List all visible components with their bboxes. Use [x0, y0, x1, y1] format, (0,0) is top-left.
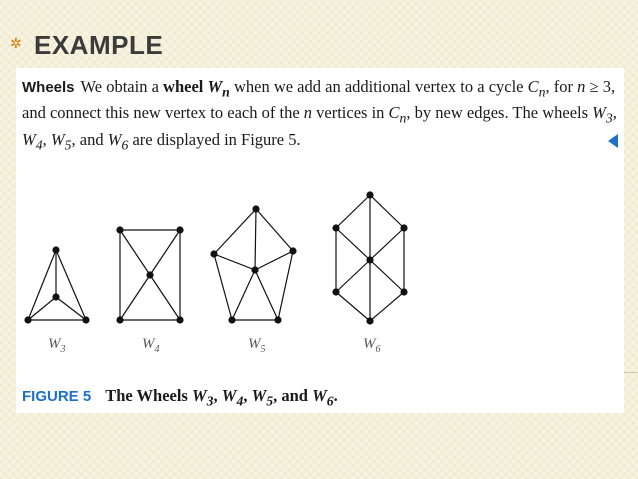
title-bullet-icon: ✲ [10, 36, 22, 52]
text-fragment: vertices in [312, 103, 389, 123]
figure-number: FIGURE 5 [22, 388, 92, 405]
wheel-label-w3: $W_3$ [48, 336, 66, 355]
caption-text: The Wheels $W_3$, $W_4$, $W_5$, and $W_6$. [105, 386, 338, 409]
symbol-n: n [303, 103, 313, 123]
wheel-w6-graph [332, 191, 407, 324]
run-in-heading: Wheels [22, 79, 75, 96]
symbol-n: n [577, 77, 586, 96]
wheel-w5-graph [210, 205, 296, 323]
slide-title: EXAMPLE [34, 30, 164, 60]
text-fragment: , by new edges. The wheels [406, 103, 593, 123]
symbol-w3: $W_3$ [592, 103, 613, 126]
textbook-excerpt [16, 68, 624, 413]
symbol-w4: $W_4$ [22, 129, 43, 152]
symbol-wn: $W_n$ [207, 77, 230, 100]
symbol-w6: $W_6$ [107, 129, 129, 152]
text-fragment: We obtain a [80, 77, 164, 96]
symbol-w5: $W_5$ [50, 129, 72, 152]
text-fragment: when we add an additional vertex to a cycle [229, 77, 528, 96]
wheels-figure [16, 68, 624, 413]
defined-term: wheel [163, 77, 204, 96]
wheel-label-w6: $W_6$ [363, 336, 381, 355]
wheel-label-w5: $W_5$ [248, 336, 266, 355]
wheel-definition: Wheels We obtain a wheel $W_n$ when we add an additional vertex to a cycle $C_n$, for n ≥ 3, and connect this new vertex to each of the n vertices in $C_n$, by new edges. The wheels $W_3$, $W_4$, $W_5$, and $W_6$ are displayed in Figure 5. [22, 77, 617, 152]
text-fragment: ≥ 3, and connect this new vertex to each of the [22, 77, 616, 123]
wheel-w4-graph [116, 226, 183, 323]
text-fragment: are displayed in Figure 5. [128, 129, 301, 149]
text-fragment: , for [545, 77, 578, 96]
symbol-cn: $C_n$ [388, 103, 407, 126]
slide-edge-rule [624, 372, 638, 373]
wheel-w3-graph [24, 246, 89, 323]
wheel-label-w4: $W_4$ [142, 336, 160, 355]
symbol-cn: $C_n$ [527, 77, 546, 100]
figure-caption [22, 386, 338, 409]
